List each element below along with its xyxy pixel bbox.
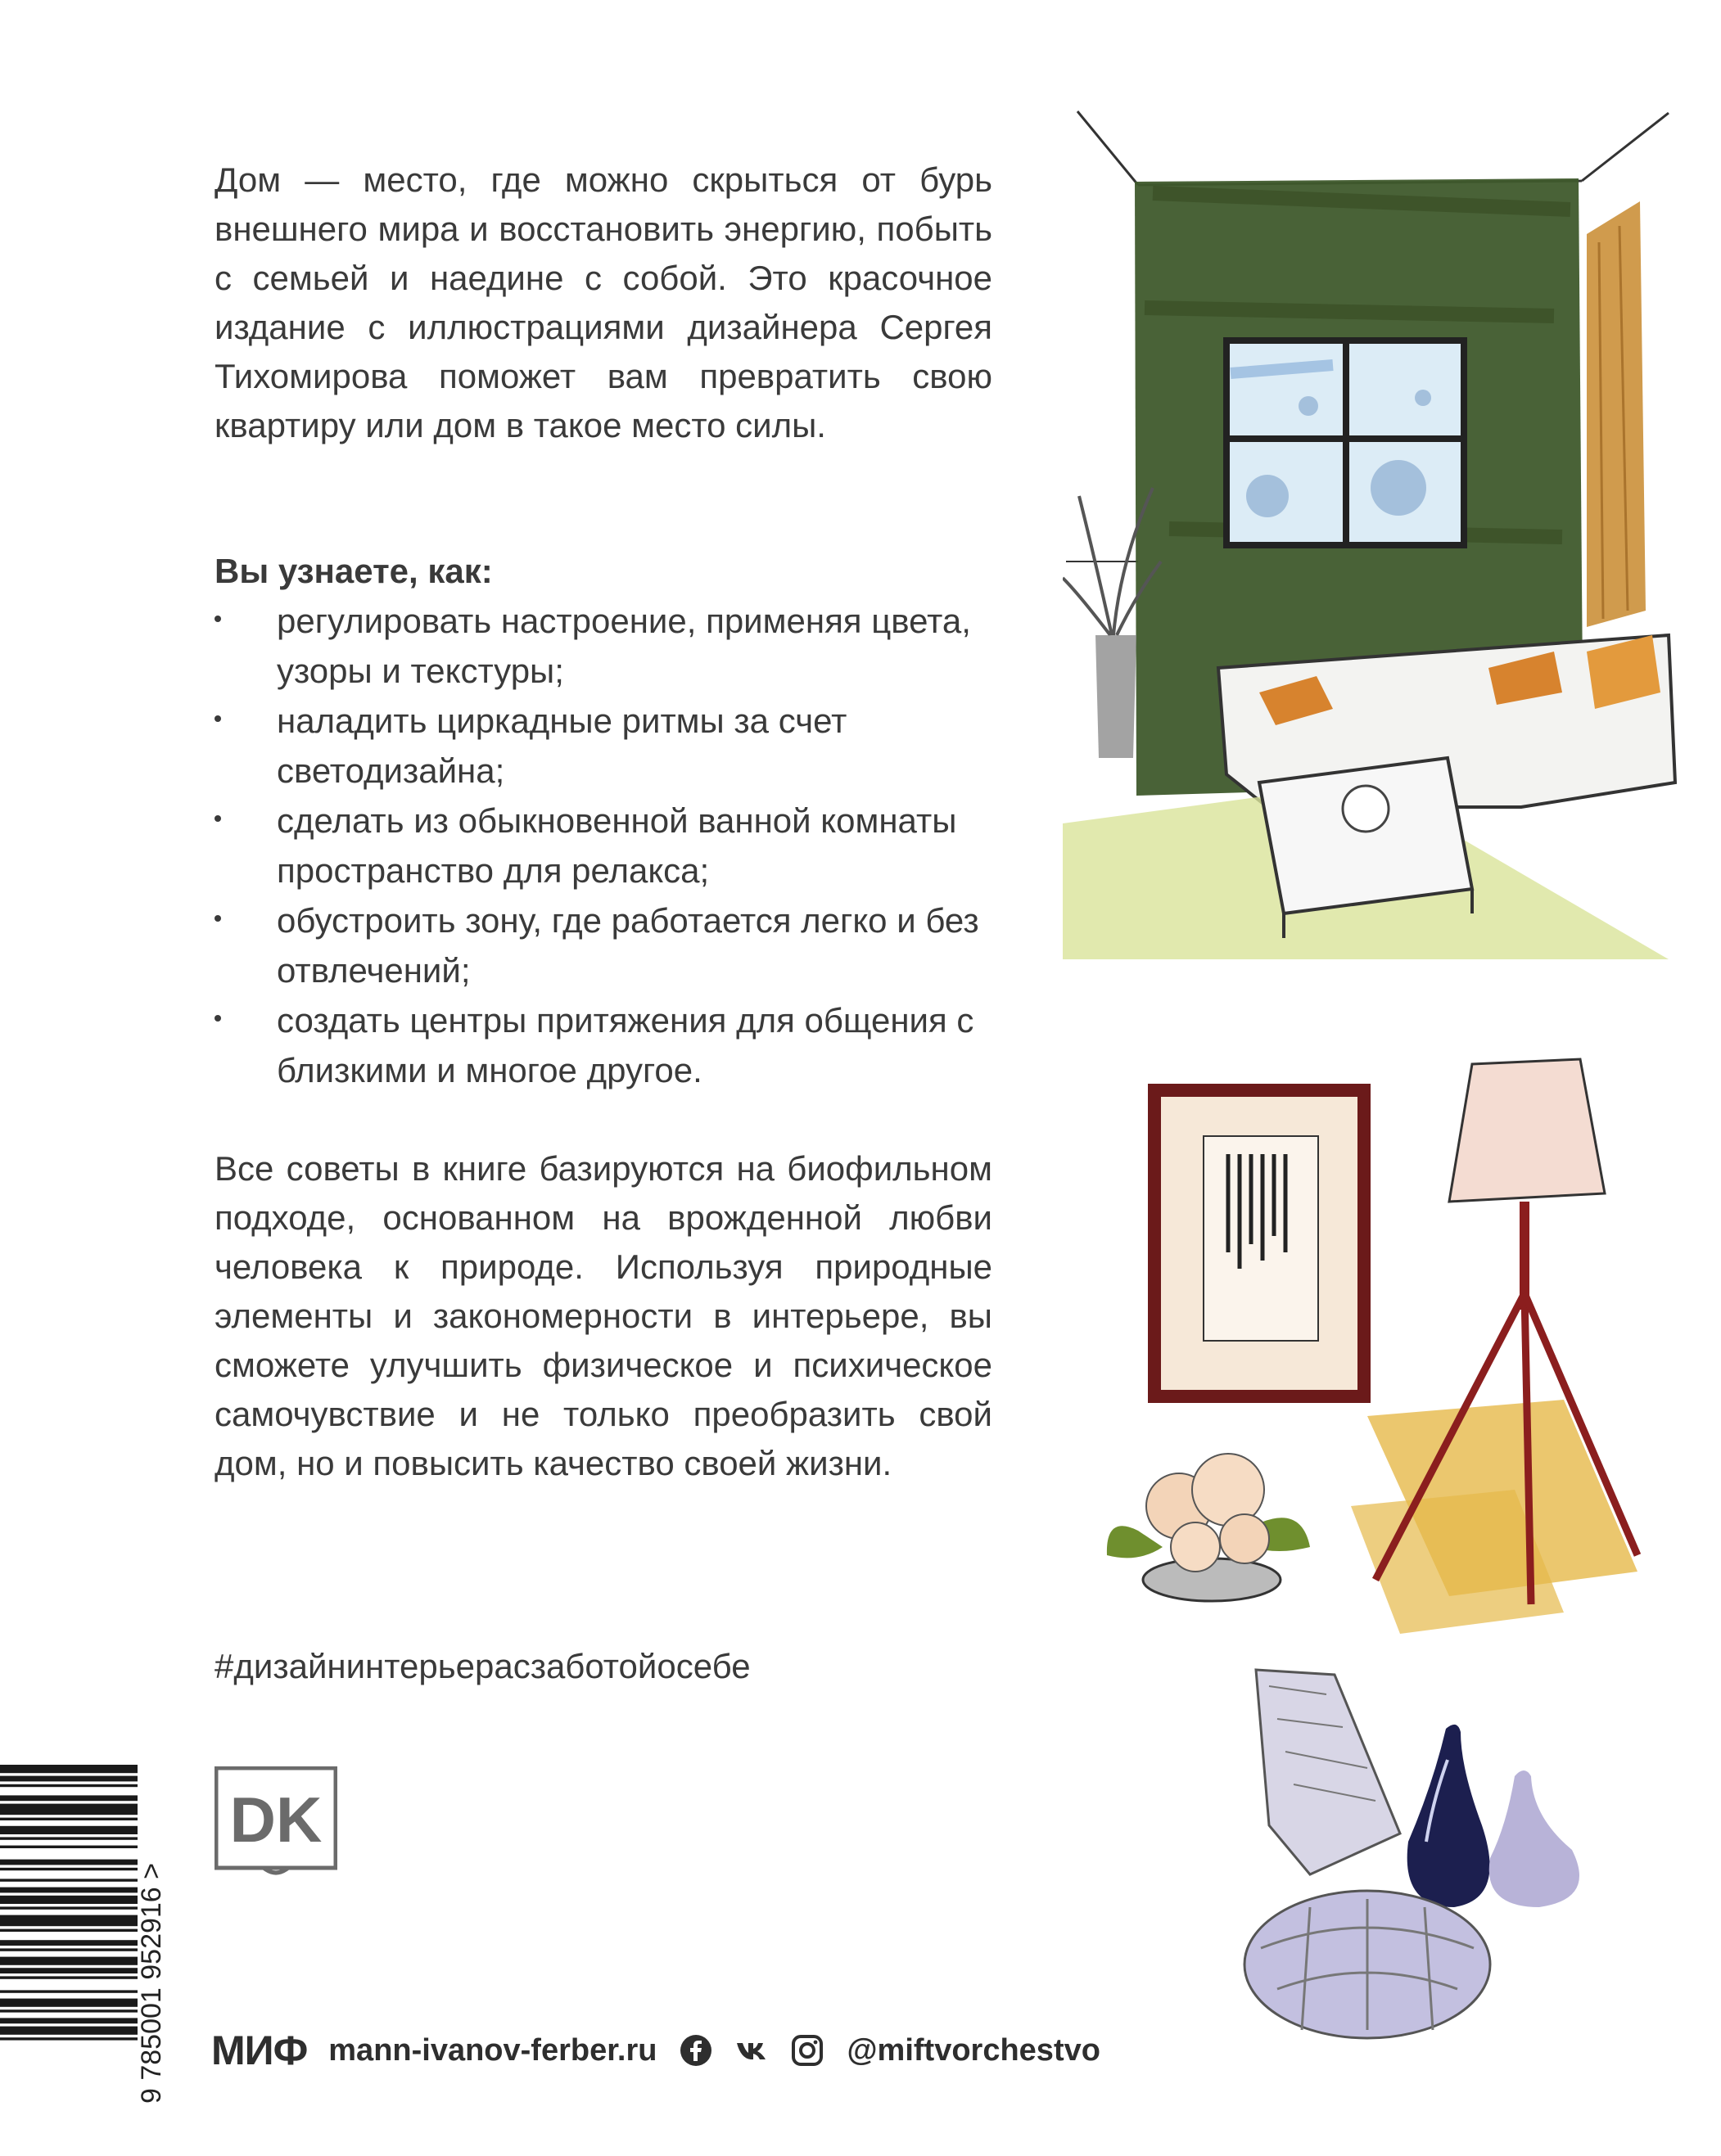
learn-section — [215, 547, 992, 1095]
isbn-barcode — [0, 1760, 172, 2105]
vases-pouf-illustration — [1212, 1662, 1629, 2046]
list-item: регулировать настроение, применяя цвета, узоры и текстуры; — [215, 596, 992, 696]
bullet-icon — [215, 715, 221, 722]
bullet-icon — [215, 915, 221, 922]
biophilic-paragraph: Все советы в книге базируются на биофильном подходе, основанном на врожденной любви человека к природе. Используя природные элементы и закономерности в интерьере, вы сможете улучшить физическое и психическое самочувствие и не только преобразить свой дом, но и повысить качество своей жизни. — [215, 1149, 992, 1482]
barcode-bars — [0, 1765, 138, 2041]
intro-paragraph: Дом — место, где можно скрыться от бурь внешнего мира и восстановить энергию, побыть с семьей и наедине с собой. Это красочное издание с иллюстрациями дизайнера Сергея Тихомирова поможет вам превратить свою квартиру или дом в такое место силы. — [215, 160, 992, 444]
list-item: наладить циркадные ритмы за счет светодизайна; — [215, 696, 992, 796]
list-item: создать центры притяжения для общения с близкими и многое другое. — [215, 995, 992, 1095]
learn-title: Вы узнаете, как: — [215, 552, 493, 590]
hashtag: #дизайнинтерьерасзаботойосебе — [215, 1647, 751, 1685]
living-room-illustration — [1063, 103, 1678, 959]
learn-list — [215, 596, 992, 1095]
bullet-icon — [215, 616, 221, 622]
website-link[interactable]: mann-ivanov-ferber.ru — [328, 2032, 657, 2068]
barcode-number: 9 785001 952916 > — [136, 1862, 167, 2104]
facebook-icon[interactable] — [680, 2034, 712, 2067]
list-item: сделать из обыкновенной ванной комнаты пространство для релакса; — [215, 796, 992, 895]
bullet-icon — [215, 1015, 221, 1022]
list-item: обустроить зону, где работается легко и без отвлечений; — [215, 895, 992, 995]
dk-logo — [215, 1766, 337, 1881]
instagram-icon[interactable] — [791, 2034, 824, 2067]
social-handle: @miftvorchestvo — [847, 2032, 1100, 2068]
vk-icon[interactable] — [735, 2034, 768, 2067]
bullet-icon — [215, 815, 221, 822]
lamp-frame-illustration — [1105, 1048, 1670, 1634]
footer — [211, 2022, 1100, 2079]
mif-logo: МИФ — [211, 2027, 308, 2073]
svg-text:DK: DK — [229, 1784, 323, 1856]
